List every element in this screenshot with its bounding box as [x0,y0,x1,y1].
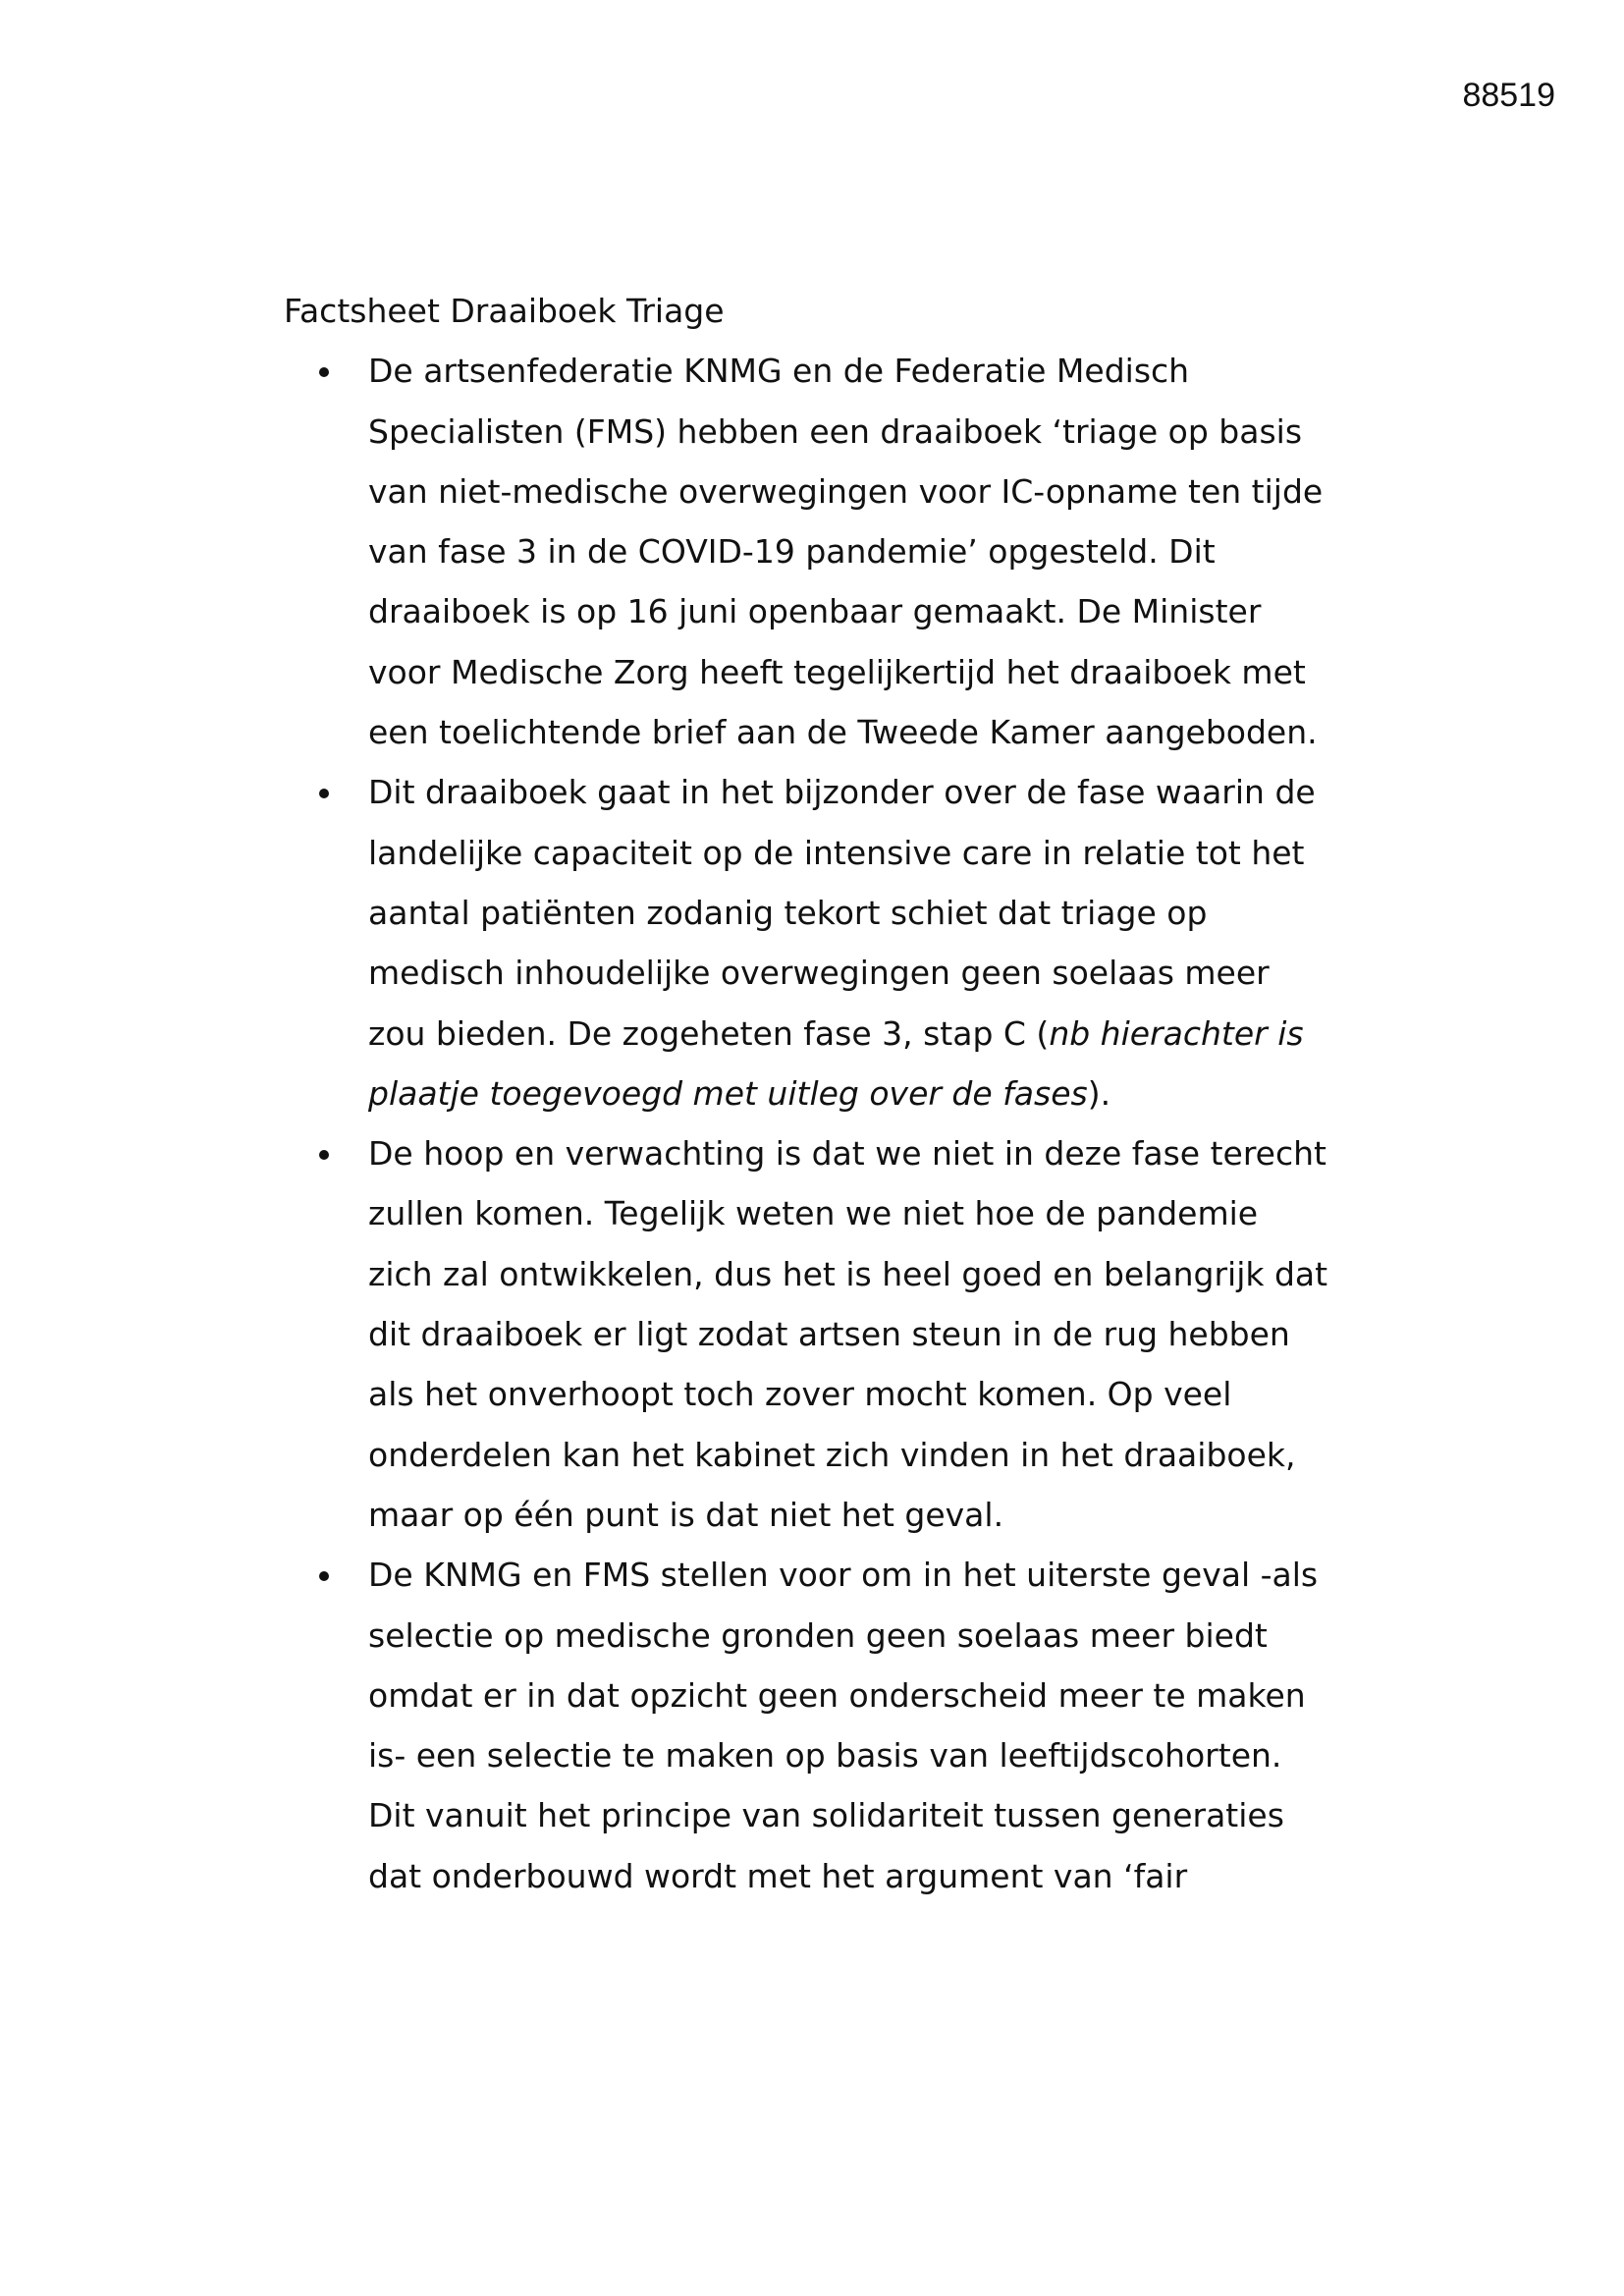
text-line: van niet-medische overwegingen voor IC-opname ten tijde [368,471,1324,511]
text-line: een toelichtende brief aan de Tweede Kamer aangeboden. [368,713,1318,752]
text-line [368,1004,1364,1064]
text-line: als het onverhoopt toch zover mocht komen. Op veel [368,1375,1232,1414]
italic-note: nb hierachter is [1049,1013,1304,1053]
text-line: Dit vanuit het principe van solidariteit tussen generaties [368,1796,1284,1835]
text-line: De KNMG en FMS stellen voor om in het uiterste geval -als [368,1556,1319,1595]
text-segment: ). [1087,1073,1111,1113]
text-line: zich zal ontwikkelen, dus het is heel goed en belangrijk dat [368,1254,1328,1293]
text-line [368,1064,1364,1123]
text-segment: zou bieden. De zogeheten fase 3, stap C ( [368,1013,1050,1053]
text-line: voor Medische Zorg heeft tegelijkertijd het draaiboek met [368,652,1306,691]
bullet-item [368,341,1364,762]
text-line: landelijke capaciteit op de intensive care in relatie tot het [368,833,1305,872]
text-line: draaiboek is op 16 juni openbaar gemaakt. De Minister [368,592,1262,631]
bullet-item [368,762,1364,1123]
text-line: dat onderbouwd wordt met het argument van ‘fair [368,1856,1188,1895]
text-line: is- een selectie te maken op basis van leeftijdscohorten. [368,1736,1282,1776]
bullet-list [284,341,1364,1906]
document-title: Factsheet Draaiboek Triage [284,292,725,330]
italic-note: plaatje toegevoegd met uitleg over de fases [368,1073,1088,1113]
text-line: Dit draaiboek gaat in het bijzonder over de fase waarin de [368,773,1316,812]
text-line: De hoop en verwachting is dat we niet in deze fase terecht [368,1134,1326,1174]
text-line: De artsenfederatie KNMG en de Federatie Medisch [368,352,1190,391]
text-line: maar op één punt is dat niet het geval. [368,1495,1004,1534]
text-line: zullen komen. Tegelijk weten we niet hoe de pandemie [368,1194,1259,1233]
bullet-item [368,1545,1364,1906]
text-line: onderdelen kan het kabinet zich vinden in het draaiboek, [368,1435,1296,1474]
bullet-item [368,1123,1364,1545]
text-line: omdat er in dat opzicht geen onderscheid meer te maken [368,1675,1306,1715]
text-line: dit draaiboek er ligt zodat artsen steun in de rug hebben [368,1315,1290,1354]
text-line: van fase 3 in de COVID-19 pandemie’ opgesteld. Dit [368,532,1216,572]
text-line: medisch inhoudelijke overwegingen geen soelaas meer [368,954,1270,993]
page-number: 88519 [1462,77,1555,114]
document-body [284,281,1364,1906]
text-line: selectie op medische gronden geen soelaas meer biedt [368,1615,1268,1655]
text-line: aantal patiënten zodanig tekort schiet dat triage op [368,893,1208,932]
text-line: Specialisten (FMS) hebben een draaiboek ‘triage op basis [368,411,1303,451]
